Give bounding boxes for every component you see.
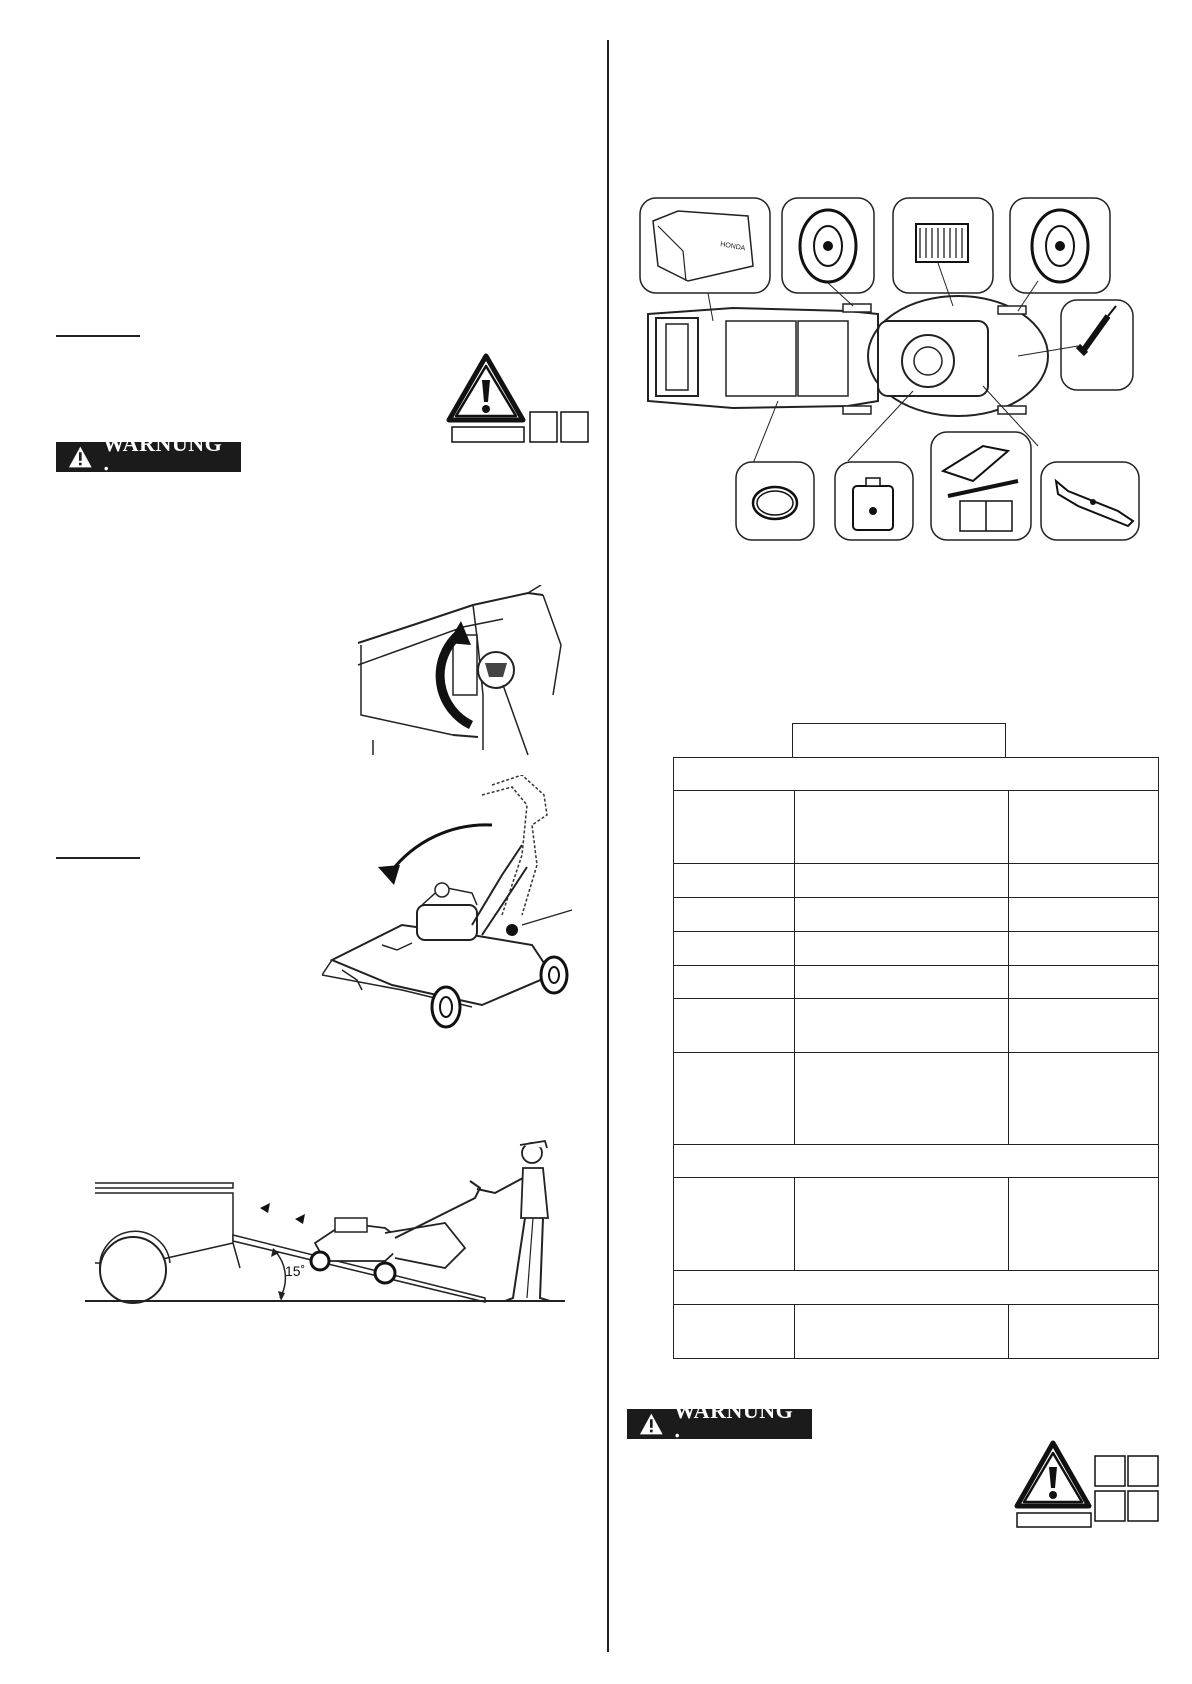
table-row — [674, 1271, 1159, 1305]
exclamation-sign-icon — [1013, 1440, 1163, 1528]
ramp-loading-illustration — [85, 1123, 565, 1313]
table-cell — [674, 1305, 795, 1359]
table-cell — [795, 864, 1009, 898]
warning-label-text: WARNUNG : — [673, 1398, 794, 1449]
warning-triangle-icon — [68, 445, 93, 469]
table-cell — [795, 1053, 1009, 1145]
table-cell — [1009, 966, 1159, 999]
hazard-sign-left — [446, 352, 591, 444]
warning-label-text: WARNUNG : — [102, 431, 223, 482]
table-row — [674, 1053, 1159, 1145]
table-row — [674, 864, 1159, 898]
table-section-cell — [674, 758, 1159, 791]
section-underline-2 — [56, 857, 140, 859]
table-cell — [795, 791, 1009, 864]
table-cell — [1009, 1178, 1159, 1271]
table-cell — [1009, 791, 1159, 864]
table-cell — [795, 1178, 1009, 1271]
column-divider — [607, 40, 609, 1652]
warning-label-left — [56, 431, 241, 482]
spec-table-header-box — [792, 723, 1006, 758]
fuel-valve-illustration — [353, 585, 568, 755]
table-row — [674, 791, 1159, 864]
table-row — [674, 932, 1159, 966]
table-section-cell — [674, 1271, 1159, 1305]
table-row — [674, 758, 1159, 791]
table-cell — [795, 999, 1009, 1053]
table-row — [674, 999, 1159, 1053]
folding-handle-illustration — [322, 775, 592, 1035]
table-cell — [674, 864, 795, 898]
section-underline-1 — [56, 335, 140, 337]
table-row — [674, 1145, 1159, 1178]
table-cell — [795, 898, 1009, 932]
table-cell — [795, 966, 1009, 999]
accessories-illustration — [638, 196, 1143, 541]
exclamation-sign-icon — [446, 352, 591, 444]
hazard-sign-right — [1013, 1440, 1163, 1528]
table-row — [674, 1178, 1159, 1271]
spec-table — [673, 757, 1159, 1359]
table-cell — [1009, 1053, 1159, 1145]
table-cell — [795, 932, 1009, 966]
table-cell — [795, 1305, 1009, 1359]
table-cell — [1009, 1305, 1159, 1359]
table-row — [674, 898, 1159, 932]
ramp-angle-label: 15˚ — [285, 1263, 306, 1279]
table-cell — [674, 1178, 795, 1271]
table-cell — [674, 999, 795, 1053]
svg-text:HONDA: HONDA — [719, 241, 746, 253]
table-cell — [674, 898, 795, 932]
warning-triangle-icon — [639, 1412, 664, 1436]
table-cell — [674, 966, 795, 999]
table-cell — [1009, 898, 1159, 932]
table-cell — [674, 1053, 795, 1145]
table-row — [674, 1305, 1159, 1359]
table-row — [674, 966, 1159, 999]
table-section-cell — [674, 1145, 1159, 1178]
table-cell — [674, 791, 795, 864]
table-cell — [1009, 999, 1159, 1053]
warning-label-right — [627, 1398, 812, 1449]
table-cell — [674, 932, 795, 966]
table-cell — [1009, 932, 1159, 966]
table-cell — [1009, 864, 1159, 898]
